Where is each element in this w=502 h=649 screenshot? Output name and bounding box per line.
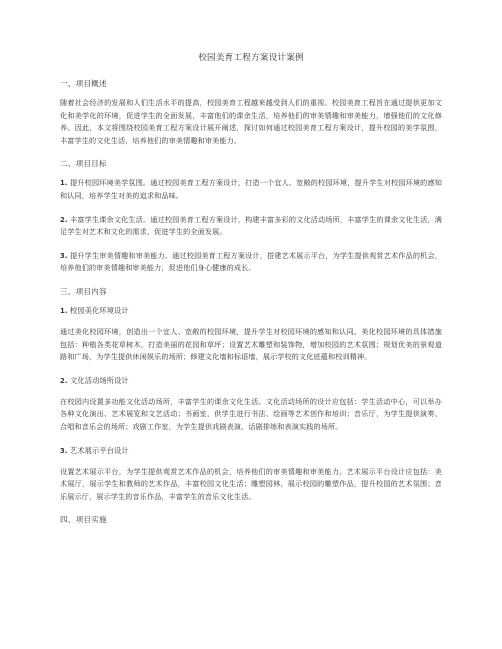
content-paragraph-3: 设置艺术展示平台，为学生提供观赏艺术作品的机会，培养他们的审美情趣和审美能力。艺术展示平台设计应包括：美术展厅，展示学生和教师的艺术作品，丰富校园文化生活；雕塑园林，展示校园的雕塑作品，提升校园的艺术氛围；音乐展示厅，展示学生的音乐作品，丰富学生的音乐文化生活。: [60, 466, 442, 501]
content-subheading-1: [60, 305, 442, 317]
goal-number-3: 3.: [60, 251, 68, 260]
goal-text-2: 丰富学生课余文化生活。通过校园美育工程方案设计，构建丰富多彩的文化活动场所，丰富学生的课余文化生活，满足学生对艺术和文化的需求，促进学生的全面发展。: [60, 214, 442, 237]
content-title-2: 文化活动场所设计: [67, 375, 129, 385]
content-paragraph-1: 通过美化校园环境，创造出一个宜人、宽敞的校园环境，提升学生对校园环境的感知和认同。美化校园环境的具体措施包括：种植各类花草树木，打造美丽的花园和草坪；设置艺术雕塑和装饰物，增加校园的艺术氛围；规划优美的景观道路和广场，为学生提供休闲娱乐的场所；修建文化墙和标语墙，展示学校的文化底蕴和校训精神。: [60, 326, 442, 362]
goal-number-2: 2.: [60, 215, 68, 224]
content-number-3: 3.: [60, 446, 68, 455]
section-heading-content: 三、项目内容: [60, 286, 107, 296]
section-heading-overview: 一、项目概述: [60, 79, 107, 88]
goal-text-1: 提升校园环境美学氛围。通过校园美育工程方案设计，打造一个宜人、宽敞的校园环境，提升学生对校园环境的感知和认同，培养学生对美的追求和品味。: [60, 178, 442, 200]
goal-item-3: [60, 250, 442, 275]
goal-item-1: [60, 177, 442, 202]
content-title-3: 艺术展示平台设计: [67, 445, 129, 455]
document-title: 校园美育工程方案设计案例: [198, 53, 304, 63]
content-subheading-3: [60, 445, 442, 457]
section-heading-goals: 二、项目目标: [60, 159, 107, 169]
content-paragraph-2: 在校园内设置多功能文化活动场所，丰富学生的课余文化生活。文化活动场所的设计应包括：学生活动中心，可以举办各种文化演出、艺术展览和文艺活动；书画室，供学生进行书法、绘画等艺术创作和培训；音乐厅，为学生提供演奏、合唱和音乐会的场所；戏剧工作室，为学生提供戏剧表演、话剧排练和表演实践的场所。: [60, 396, 442, 431]
document-body: [60, 52, 442, 533]
content-number-2: 2.: [60, 376, 68, 385]
content-title-1: 校园美化环境设计: [67, 305, 129, 315]
goal-item-2: [60, 214, 442, 239]
content-subheading-2: [60, 375, 442, 387]
content-number-1: 1.: [60, 306, 68, 315]
section-heading-implementation: 四、项目实施: [60, 515, 107, 525]
goal-text-3: 提升学生审美情趣和审美能力。通过校园美育工程方案设计，搭建艺术展示平台，为学生提供观赏艺术作品的机会，培养他们的审美情趣和审美能力，促进他们身心健康的成长。: [60, 250, 442, 273]
goal-number-1: 1.: [60, 179, 68, 188]
overview-paragraph: 随着社会经济的发展和人们生活水平的提高，校园美育工程越来越受到人们的重视。校园美育工程旨在通过提供更加文化和美学化的环境，促进学生的全面发展，丰富他们的课余生活，培养他们的审美情趣和审美能力，增强他们的文化修养。因此，本文将围绕校园美育工程方案设计展开阐述，探讨如何通过校园美育工程方案设计，提升校园的美学氛围，丰富学生的文化生活，培养他们的审美情趣和审美能力。: [60, 98, 442, 145]
